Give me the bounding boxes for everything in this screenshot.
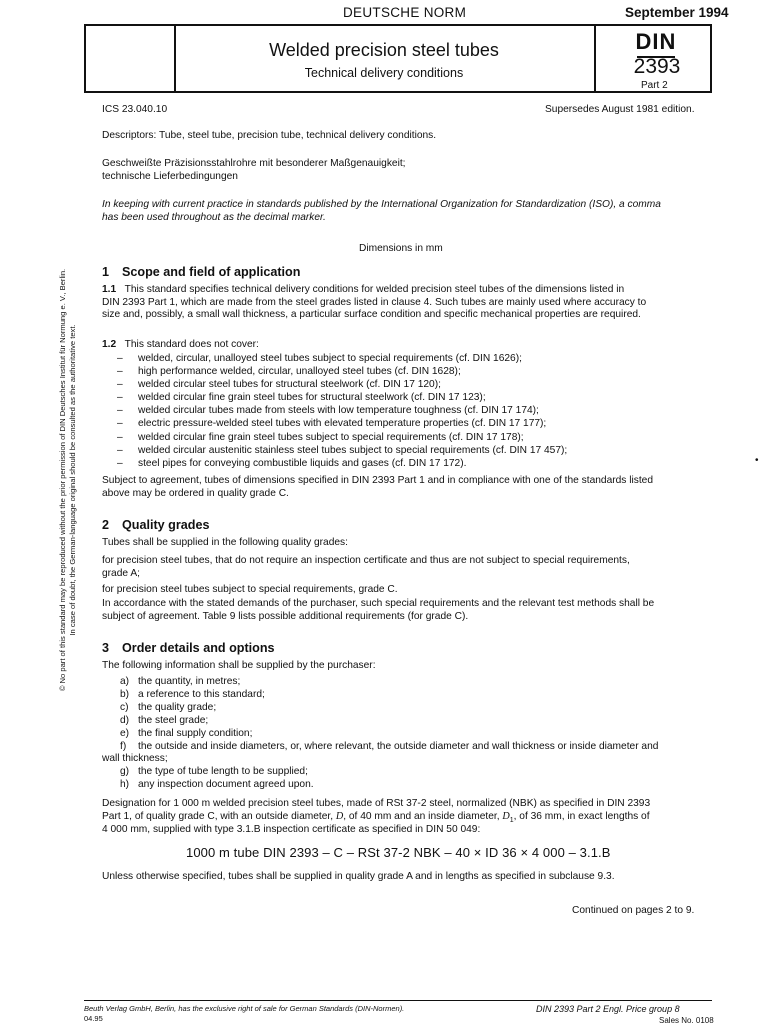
list-item: c) the quality grade;	[120, 701, 217, 713]
section-2-title: Quality grades	[122, 518, 210, 532]
stray-mark: •	[755, 455, 759, 466]
clause-1-2-text: This standard does not cover:	[124, 339, 259, 350]
default-supply-note: Unless otherwise specified, tubes shall be supplied in quality grade A and in lengths as specified in subclause 9.3.	[102, 871, 615, 882]
order-details-list	[102, 676, 714, 792]
list-item: h) any inspection document agreed upon.	[120, 779, 314, 791]
list-item: g) the type of tube length to be supplied;	[120, 766, 308, 778]
section-3-intro: The following information shall be supplied by the purchaser:	[102, 660, 376, 671]
list-item: – steel pipes for conveying combustible liquids and gases (cf. DIN 17 172).	[115, 457, 715, 470]
section-1-closing-line-1: Subject to agreement, tubes of dimensions specified in DIN 2393 Part 1 and in compliance with one of the standards listed	[102, 475, 654, 486]
section-1-heading	[102, 265, 300, 279]
footer-rule	[84, 1000, 712, 1001]
designation-example: 1000 m tube DIN 2393 – C – RSt 37-2 NBK – 40 × ID 36 × 4 000 – 3.1.B	[186, 845, 611, 860]
clause-1-2-number: 1.2	[102, 339, 117, 350]
list-item: – high performance welded, circular, unalloyed steel tubes (cf. DIN 1628);	[115, 365, 715, 378]
section-2-p1: Tubes shall be supplied in the following quality grades:	[102, 537, 348, 548]
section-3-title: Order details and options	[122, 641, 275, 655]
section-3-heading	[102, 641, 275, 655]
list-item: b) a reference to this standard;	[120, 688, 265, 700]
list-item: – welded, circular, unalloyed steel tubes subject to special requirements (cf. DIN 1626);	[115, 352, 715, 365]
designation-text-line-2: Part 1, of quality grade C, with an outside diameter, D, of 40 mm and an inside diameter, $D_1$, of 36 mm, in exact lengths of	[102, 811, 650, 825]
exclusion-list	[115, 352, 715, 470]
footer-reference: DIN 2393 Part 2 Engl. Price group 8	[536, 1004, 680, 1014]
designation-text-line-1: Designation for 1 000 m welded precision steel tubes, made of RSt 37-2 steel, normalized (NBK) as specified in DIN 2393	[102, 798, 651, 809]
section-3-number: 3	[102, 641, 110, 655]
sales-number: Sales No. 0108	[659, 1016, 714, 1025]
section-1-number: 1	[102, 265, 110, 279]
din-part: Part 2	[641, 80, 668, 91]
descriptors: Descriptors: Tube, steel tube, precision tube, technical delivery conditions.	[102, 130, 437, 141]
document-title: Welded precision steel tubes	[269, 40, 499, 60]
clause-1-2	[102, 339, 259, 352]
section-1-closing-line-2: above may be ordered in quality grade C.	[102, 488, 289, 499]
standard-body: DEUTSCHE NORM	[343, 5, 467, 20]
list-item: – welded circular austenitic stainless steel tubes subject to special requirements (cf. DIN 17 457);	[115, 444, 715, 457]
section-2-number: 2	[102, 518, 110, 532]
clause-1-1-line-1	[102, 284, 712, 297]
clause-1-1-line-3: size and, possibly, a small wall thickness, a particular surface condition and specific mechanical properties are required.	[102, 309, 641, 321]
ics-code: ICS 23.040.10	[102, 104, 168, 115]
supersedes-note: Supersedes August 1981 edition.	[545, 104, 695, 115]
designation-text-line-3: 4 000 mm, supplied with type 3.1.B inspection certificate as specified in DIN 50 049:	[102, 824, 481, 835]
german-title-line-2: technische Lieferbedingungen	[102, 171, 238, 182]
din-logo	[627, 29, 685, 58]
section-2-p3: for precision steel tubes subject to special requirements, grade C.	[102, 584, 398, 595]
clause-1-1-number: 1.1	[102, 284, 117, 295]
list-item: – welded circular fine grain steel tubes subject to special requirements (cf. DIN 17 178);	[115, 431, 715, 444]
clause-1-1-line-2: DIN 2393 Part 1, which are made from the steel grades listed in clause 4. Such tubes are mainly used where accuracy to	[102, 296, 647, 308]
continued-note: Continued on pages 2 to 9.	[572, 905, 695, 916]
section-1-title: Scope and field of application	[122, 265, 301, 279]
section-2-p4-line-2: subject of agreement. Table 9 lists possible additional requirements (for grade C).	[102, 611, 469, 622]
din-number: 2393	[633, 55, 681, 78]
title-box-divider-right	[594, 26, 596, 91]
section-2-p4-line-1: In accordance with the stated demands of the purchaser, such special requirements and the relevant test methods shall be	[102, 598, 655, 609]
footer-date-code: 04.95	[84, 1014, 103, 1023]
din-logo-text: DIN	[635, 29, 677, 54]
list-item: – welded circular fine grain steel tubes for structural steelwork (cf. DIN 17 123);	[115, 391, 715, 404]
section-2-p2-line-2: grade A;	[102, 568, 140, 579]
list-item: f) the outside and inside diameters, or, where relevant, the outside diameter and wall thickness or inside diameter and	[120, 740, 659, 752]
clause-1-1	[102, 284, 712, 322]
list-item: e) the final supply condition;	[120, 727, 253, 739]
german-title-line-1: Geschweißte Präzisionsstahlrohre mit besonderer Maßgenauigkeit;	[102, 158, 406, 169]
iso-note-line-1: In keeping with current practice in standards published by the International Organization for Standardization (ISO), a comma	[102, 199, 661, 210]
footer-left	[84, 1004, 404, 1024]
list-item: – welded circular tubes made from steels with low temperature toughness (cf. DIN 17 174);	[115, 404, 715, 417]
copyright-line-1: © No part of this standard may be reproduced without the prior permission of DIN Deutsches Institut für Normung e. V., Berlin.	[58, 268, 67, 692]
clause-1-1-text-1: This standard specifies technical delivery conditions for welded precision steel tubes of the dimensions listed in	[124, 284, 625, 295]
copyright-line-2: In case of doubt, the German-language original should be consulted as the authoritative text.	[68, 324, 77, 636]
list-item-continuation: wall thickness;	[102, 753, 168, 765]
list-item: a) the quantity, in metres;	[120, 676, 241, 687]
dimensions-note: Dimensions in mm	[359, 243, 443, 254]
section-2-heading	[102, 518, 210, 532]
copyright-sidenote	[58, 262, 82, 702]
list-item: d) the steel grade;	[120, 714, 209, 726]
section-2-p2-line-1: for precision steel tubes, that do not require an inspection certificate and thus are not subject to special requirements,	[102, 555, 630, 566]
list-item: – welded circular steel tubes for structural steelwork (cf. DIN 17 120);	[115, 378, 715, 391]
issue-date: September 1994	[625, 5, 729, 20]
publisher-note: Beuth Verlag GmbH, Berlin, has the exclusive right of sale for German Standards (DIN-Normen).	[84, 1004, 405, 1013]
iso-note-line-2: has been used throughout as the decimal marker.	[102, 212, 326, 223]
list-item: – electric pressure-welded steel tubes with elevated temperature properties (cf. DIN 17 177);	[115, 417, 715, 430]
document-subtitle: Technical delivery conditions	[304, 66, 464, 80]
